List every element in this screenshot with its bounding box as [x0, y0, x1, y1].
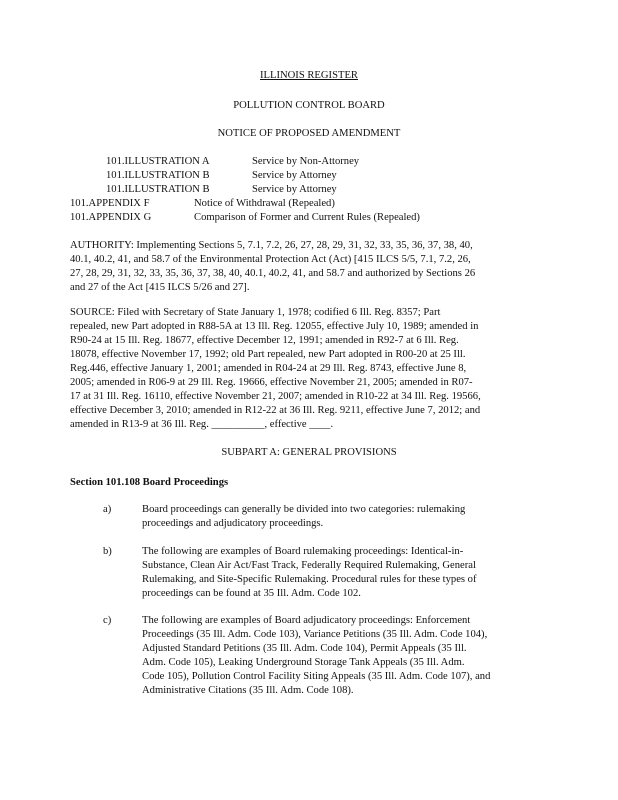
item-line: Substance, Clean Air Act/Fast Track, Federally Required Rulemaking, General [142, 560, 476, 571]
toc-code: 101.APPENDIX G [70, 212, 152, 223]
item-label: c) [103, 615, 112, 626]
item-line: The following are examples of Board adjudicatory proceedings: Enforcement [142, 615, 471, 626]
item-line: Administrative Citations (35 Ill. Adm. Code 108). [142, 685, 354, 696]
item-label: b) [103, 546, 112, 557]
toc-code: 101.APPENDIX F [70, 198, 150, 209]
item-line: proceedings can be found at 35 Ill. Adm. Code 102. [142, 588, 361, 599]
toc-code: 101.ILLUSTRATION B [106, 170, 210, 181]
toc-row [0, 155, 618, 169]
toc-row [0, 197, 618, 211]
source-line: Reg.446, effective January 1, 2001; amended in R04-24 at 29 Ill. Reg. 8743, effective June 8, [70, 363, 467, 374]
board-name: POLLUTION CONTROL BOARD [233, 100, 385, 111]
subpart-heading: SUBPART A: GENERAL PROVISIONS [221, 447, 397, 458]
toc-row [0, 183, 618, 197]
source-line: 18078, effective November 17, 1992; old Part repealed, new Part adopted in R00-20 at 25 Ill. [70, 349, 466, 360]
toc-desc: Service by Non-Attorney [252, 156, 360, 167]
source-line: SOURCE: Filed with Secretary of State January 1, 1978; codified 6 Ill. Reg. 8357; Part [70, 307, 441, 318]
toc-code: 101.ILLUSTRATION A [106, 156, 210, 167]
register-title-text: ILLINOIS REGISTER [260, 70, 358, 81]
toc-row [0, 169, 618, 183]
item-line: Board proceedings can generally be divided into two categories: rulemaking [142, 504, 466, 515]
notice-title: NOTICE OF PROPOSED AMENDMENT [217, 128, 401, 139]
register-title [0, 69, 618, 83]
authority-line: AUTHORITY: Implementing Sections 5, 7.1, 7.2, 26, 27, 28, 29, 31, 32, 33, 35, 36, 37, 38, 40, [70, 240, 473, 251]
item-line: Proceedings (35 Ill. Adm. Code 103), Variance Petitions (35 Ill. Adm. Code 104), [142, 629, 488, 640]
toc-code: 101.ILLUSTRATION B [106, 184, 210, 195]
source-line: 17 at 31 Ill. Reg. 16110, effective November 21, 2007; amended in R10-22 at 34 Ill. Reg. 19566, [70, 391, 481, 402]
source-line: effective December 3, 2010; amended in R12-22 at 36 Ill. Reg. 9211, effective June 7, 2012; and [70, 405, 481, 416]
toc-desc: Service by Attorney [252, 170, 337, 181]
source-line: 2005; amended in R06-9 at 29 Ill. Reg. 19666, effective November 21, 2005; amended in R07- [70, 377, 473, 388]
toc-desc: Service by Attorney [252, 184, 337, 195]
toc-desc: Notice of Withdrawal (Repealed) [194, 198, 335, 209]
item-line: proceedings and adjudicatory proceedings. [142, 518, 324, 529]
section-heading: Section 101.108 Board Proceedings [70, 477, 229, 488]
source-line: amended in R13-9 at 36 Ill. Reg. __________, effective ____. [70, 419, 334, 430]
authority-line: 40.1, 40.2, 41, and 58.7 of the Environmental Protection Act (Act) [415 ILCS 5/5, 7.1, 7.2, 26, [70, 254, 471, 265]
toc-row [0, 211, 618, 225]
toc-desc: Comparison of Former and Current Rules (Repealed) [194, 212, 420, 223]
source-line: R90-24 at 15 Ill. Reg. 18677, effective December 12, 1991; amended in R92-7 at 6 Ill. Reg. [70, 335, 459, 346]
item-line: The following are examples of Board rulemaking proceedings: Identical-in- [142, 546, 464, 557]
authority-line: 27, 28, 29, 31, 32, 33, 35, 36, 37, 38, 40, 40.1, 40.2, 41, and 58.7 and authorized by Sections 26 [70, 268, 476, 279]
item-line: Rulemaking, and Site-Specific Rulemaking. Procedural rules for these types of [142, 574, 477, 585]
item-line: Adjusted Standard Petitions (35 Ill. Adm. Code 104), Permit Appeals (35 Ill. [142, 643, 467, 654]
item-label: a) [103, 504, 112, 515]
source-line: repealed, new Part adopted in R88-5A at 13 Ill. Reg. 12055, effective July 10, 1989; amended in [70, 321, 479, 332]
authority-line: and 27 of the Act [415 ILCS 5/26 and 27]. [70, 282, 250, 293]
item-line: Adm. Code 105), Leaking Underground Storage Tank Appeals (35 Ill. Adm. [142, 657, 465, 668]
item-line: Code 105), Pollution Control Facility Siting Appeals (35 Ill. Adm. Code 107), and [142, 671, 491, 682]
